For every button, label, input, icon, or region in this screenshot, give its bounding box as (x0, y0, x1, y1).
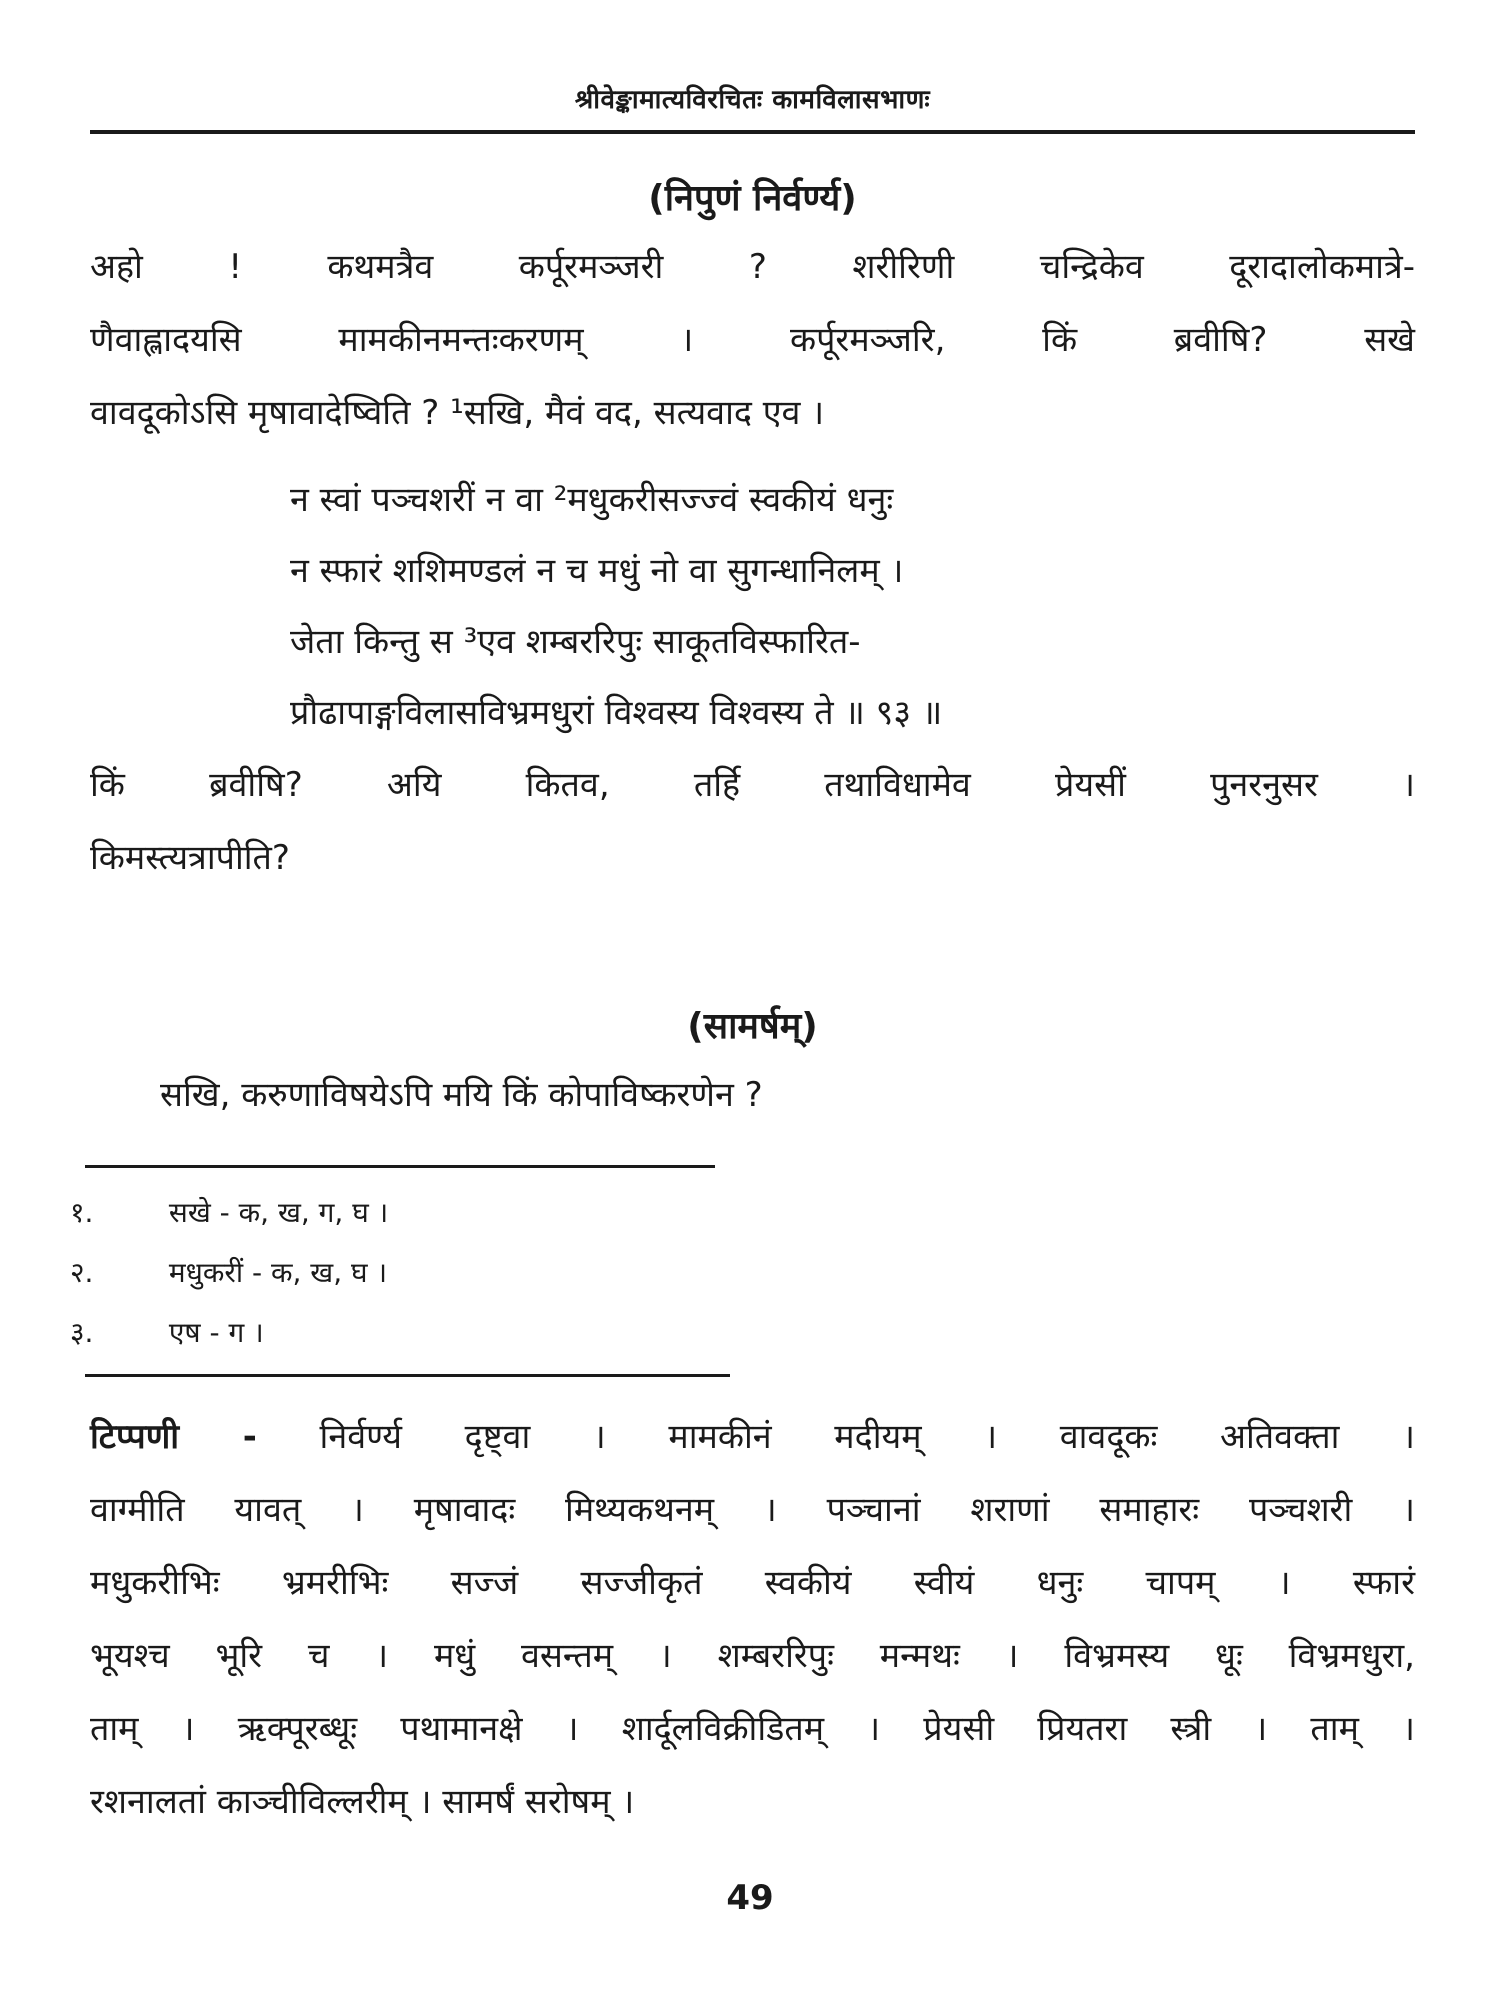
prose-1-line-3: वावदूकोऽसि मृषावादेष्विति ? ¹सखि, मैवं वद, सत्यवाद एव । (90, 393, 825, 433)
stage-direction-1: (निपुणं निर्वर्ण्य) (648, 178, 857, 219)
commentary-line-1 (90, 1417, 1415, 1457)
commentary-line-5: ताम् । ऋक्पूरब्धूः पथामानक्षे । शार्दूलविक्रीडितम् । प्रेयसी प्रियतरा स्त्री । ताम् । (90, 1709, 1415, 1749)
header-rule (90, 130, 1415, 134)
page-number: 49 (726, 1878, 774, 1918)
commentary-line-6: रशनालतां काञ्चीविल्लरीम् । सामर्षं सरोषम् । (90, 1782, 635, 1822)
footnote-rule-bottom (85, 1374, 730, 1377)
verse-line-3: जेता किन्तु स ³एव शम्बररिपुः साकूतविस्फारित- (290, 622, 861, 662)
prose-2-line-1: किं ब्रवीषि? अयि कितव, तर्हि तथाविधामेव प्रेयसीं पुनरनुसर । (90, 765, 1415, 805)
running-head: श्रीवेङ्कामात्यविरचितः कामविलासभाणः (574, 85, 931, 115)
footnote-3 (70, 1313, 264, 1351)
footnote-text: सखे - क, ख, ग, घ । (168, 1196, 389, 1229)
commentary-line-3: मधुकरीभिः भ्रमरीभिः सज्जं सज्जीकृतं स्वकीयं स्वीयं धनुः चापम् । स्फारं (90, 1563, 1415, 1603)
commentary-label: टिप्पणी - (90, 1417, 257, 1457)
footnote-number: ३. (70, 1316, 94, 1349)
footnote-number: २. (70, 1256, 94, 1289)
footnote-1 (70, 1193, 388, 1231)
footnote-2 (70, 1253, 387, 1291)
footnote-text: एष - ग । (168, 1316, 264, 1349)
footnote-text: मधुकरीं - क, ख, घ । (168, 1256, 388, 1289)
prose-3: सखि, करुणाविषयेऽपि मयि किं कोपाविष्करणेन ? (160, 1075, 763, 1115)
prose-1-line-1: अहो ! कथमत्रैव कर्पूरमञ्जरी ? शरीरिणी चन्द्रिकेव दूरादालोकमात्रे- (90, 247, 1415, 287)
commentary-line-2: वाग्मीति यावत् । मृषावादः मिथ्यकथनम् । पञ्चानां शराणां समाहारः पञ्चशरी । (90, 1490, 1415, 1530)
commentary-line-4: भूयश्च भूरि च । मधुं वसन्तम् । शम्बररिपुः मन्मथः । विभ्रमस्य धूः विभ्रमधुरा, (90, 1636, 1415, 1676)
footnote-rule-top (85, 1165, 715, 1168)
stage-direction-2: (सामर्षम्) (687, 1006, 818, 1047)
prose-2-line-2: किमस्त्यत्रापीति? (90, 838, 290, 878)
prose-1-line-2: णैवाह्लादयसि मामकीनमन्तःकरणम् । कर्पूरमञ्जरि, किं ब्रवीषि? सखे (90, 320, 1415, 360)
verse-line-1: न स्वां पञ्चशरीं न वा ²मधुकरीसज्ज्वं स्वकीयं धनुः (290, 480, 894, 520)
footnote-number: १. (70, 1196, 94, 1229)
commentary-text: निर्वर्ण्य दृष्ट्वा । मामकीनं मदीयम् । वावदूकः अतिवक्ता । (319, 1417, 1415, 1457)
verse-line-4: प्रौढापाङ्गविलासविभ्रमधुरां विश्वस्य विश्वस्य ते ॥ ९३ ॥ (290, 693, 943, 733)
verse-line-2: न स्फारं शशिमण्डलं न च मधुं नो वा सुगन्धानिलम् । (290, 551, 904, 591)
